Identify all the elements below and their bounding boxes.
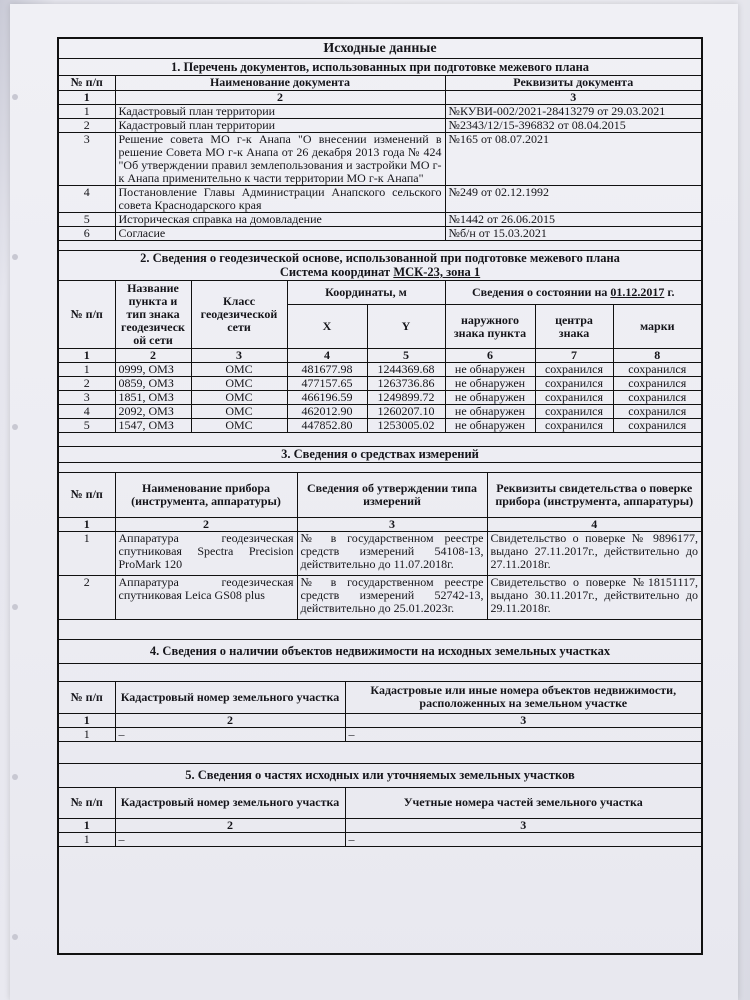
table-row: [59, 405, 701, 419]
device-name: Аппаратура геодезическая спутниковая Spectra Precision ProMark 120: [115, 531, 297, 575]
section-gap: [59, 620, 701, 640]
network-class: ОМС: [191, 377, 287, 391]
document-requisites: №1442 от 26.06.2015: [445, 212, 701, 226]
device-approval: № в государственном реестре средств измерений 54108-13, действительно до 11.07.2018г.: [297, 531, 487, 575]
numbering-cell: 1: [59, 90, 115, 104]
row-number: 2: [59, 575, 115, 619]
table-row: [59, 531, 701, 575]
col-header-doc-name: Наименование документа: [115, 76, 445, 90]
network-class: ОМС: [191, 419, 287, 433]
document-name: Кадастровый план территории: [115, 104, 445, 118]
table-row: [59, 575, 701, 619]
col-header-number: № п/п: [59, 281, 115, 349]
document-requisites: №249 от 02.12.1992: [445, 185, 701, 212]
row-number: 1: [59, 531, 115, 575]
table-row: [59, 212, 701, 226]
document-name: Постановление Главы Администрации Анапского сельского совета Краснодарского края: [115, 185, 445, 212]
col-header-mark: марки: [613, 305, 701, 349]
section5-title: 5. Сведения о частях исходных или уточняемых земельных участков: [59, 764, 701, 788]
coord-y: 1260207.10: [367, 405, 445, 419]
numbering-cell: 3: [445, 90, 701, 104]
coordinate-system-line: [280, 265, 480, 279]
row-number: 2: [59, 377, 115, 391]
col-header-object-numbers: Кадастровые или иные номера объектов недвижимости, расположенных на земельном участке: [345, 682, 701, 714]
numbering-cell: 2: [115, 714, 345, 728]
mark-state: сохранился: [613, 377, 701, 391]
section-gap: [59, 433, 701, 447]
state-suffix: г.: [664, 284, 675, 299]
table-row: [59, 118, 701, 132]
numbering-cell: 1: [59, 818, 115, 832]
col-header-network-class: Класс геодезической сети: [191, 281, 287, 349]
table-row: [59, 185, 701, 212]
parts-table: [59, 788, 701, 847]
section2-title-text: 2. Сведения о геодезической основе, использованной при подготовке межевого плана: [140, 251, 620, 265]
document-requisites: №165 от 08.07.2021: [445, 132, 701, 185]
numbering-cell: 3: [297, 517, 487, 531]
numbering-cell: 5: [367, 349, 445, 363]
document-page: [10, 4, 738, 1000]
table-row: [59, 377, 701, 391]
numbering-cell: 8: [613, 349, 701, 363]
col-header-doc-requisites: Реквизиты документа: [445, 76, 701, 90]
table-row: [59, 728, 701, 742]
row-number: 5: [59, 419, 115, 433]
network-class: ОМС: [191, 405, 287, 419]
numbering-cell: 2: [115, 90, 445, 104]
instruments-table: [59, 473, 701, 620]
outer-sign-state: не обнаружен: [445, 405, 535, 419]
section3-title: 3. Сведения о средствах измерений: [59, 447, 701, 463]
section-gap: [59, 463, 701, 473]
col-header-x: X: [287, 305, 367, 349]
row-number: 3: [59, 132, 115, 185]
object-numbers: –: [345, 728, 701, 742]
state-date: 01.12.2017: [610, 284, 665, 299]
coord-x: 462012.90: [287, 405, 367, 419]
point-name: 2092, ОМЗ: [115, 405, 191, 419]
section1-title: 1. Перечень документов, использованных при подготовке межевого плана: [59, 59, 701, 76]
row-number: 4: [59, 185, 115, 212]
real-estate-table: [59, 682, 701, 743]
center-sign-state: сохранился: [535, 377, 613, 391]
col-header-center-sign: центра знака: [535, 305, 613, 349]
col-header-certificate: Реквизиты свидетельства о поверке прибора (инструмента, аппаратуры): [487, 473, 701, 517]
mark-state: сохранился: [613, 405, 701, 419]
row-number: 6: [59, 226, 115, 240]
coord-y: 1263736.86: [367, 377, 445, 391]
center-sign-state: сохранился: [535, 363, 613, 377]
table-row: [59, 226, 701, 240]
numbering-cell: 6: [445, 349, 535, 363]
numbering-cell: 4: [487, 517, 701, 531]
numbering-cell: 1: [59, 349, 115, 363]
col-header-cadastral-number: Кадастровый номер земельного участка: [115, 788, 345, 818]
outer-sign-state: не обнаружен: [445, 419, 535, 433]
row-number: 5: [59, 212, 115, 226]
col-header-cadastral-number: Кадастровый номер земельного участка: [115, 682, 345, 714]
table-row: [59, 832, 701, 846]
document-requisites: №б/н от 15.03.2021: [445, 226, 701, 240]
row-number: 3: [59, 391, 115, 405]
mark-state: сохранился: [613, 419, 701, 433]
numbering-cell: 2: [115, 818, 345, 832]
row-number: 1: [59, 363, 115, 377]
col-header-coordinates: Координаты, м: [287, 281, 445, 305]
numbering-cell: 2: [115, 349, 191, 363]
numbering-cell: 1: [59, 517, 115, 531]
col-header-device: Наименование прибора (инструмента, аппаратуры): [115, 473, 297, 517]
col-header-number: № п/п: [59, 682, 115, 714]
col-header-y: Y: [367, 305, 445, 349]
coord-x: 466196.59: [287, 391, 367, 405]
numbering-cell: 1: [59, 714, 115, 728]
row-number: 2: [59, 118, 115, 132]
cadastral-number: –: [115, 832, 345, 846]
section4-title: 4. Сведения о наличии объектов недвижимости на исходных земельных участках: [59, 640, 701, 664]
mark-state: сохранился: [613, 391, 701, 405]
col-header-approval: Сведения об утверждении типа измерений: [297, 473, 487, 517]
cadastral-number: –: [115, 728, 345, 742]
numbering-cell: 3: [191, 349, 287, 363]
device-name: Аппаратура геодезическая спутниковая Leica GS08 plus: [115, 575, 297, 619]
coord-y: 1249899.72: [367, 391, 445, 405]
document-requisites: №КУВИ-002/2021-28413279 от 29.03.2021: [445, 104, 701, 118]
geodetic-table: [59, 281, 701, 434]
coord-x: 481677.98: [287, 363, 367, 377]
coord-x: 477157.65: [287, 377, 367, 391]
table-row: [59, 363, 701, 377]
row-number: 1: [59, 728, 115, 742]
table-row: [59, 419, 701, 433]
network-class: ОМС: [191, 391, 287, 405]
mark-state: сохранился: [613, 363, 701, 377]
document-name: Решение совета МО г-к Анапа "О внесении изменений в решение Совета МО г-к Анапа от 26 декабря 2013 года № 424 "Об утверждении правил землепользования и застройки МО г-к Анапа применительно к части территории МО г-к Анапа": [115, 132, 445, 185]
device-certificate: Свидетельство о поверке №18151117, выдано 30.11.2017г., действительно до 29.11.2018г.: [487, 575, 701, 619]
col-header-number: № п/п: [59, 473, 115, 517]
outer-sign-state: не обнаружен: [445, 391, 535, 405]
section-gap: [59, 241, 701, 251]
table-row: [59, 132, 701, 185]
row-number: 4: [59, 405, 115, 419]
coord-x: 447852.80: [287, 419, 367, 433]
section2-title: [59, 251, 701, 281]
col-header-number: № п/п: [59, 76, 115, 90]
numbering-cell: 3: [345, 714, 701, 728]
numbering-cell: 7: [535, 349, 613, 363]
outer-sign-state: не обнаружен: [445, 363, 535, 377]
device-certificate: Свидетельство о поверке № 9896177, выдано 27.11.2017г., действительно до 27.11.2018г.: [487, 531, 701, 575]
center-sign-state: сохранился: [535, 419, 613, 433]
point-name: 1851, ОМЗ: [115, 391, 191, 405]
coord-y: 1244369.68: [367, 363, 445, 377]
table-row: [59, 104, 701, 118]
document-name: Согласие: [115, 226, 445, 240]
point-name: 0859, ОМЗ: [115, 377, 191, 391]
coordinate-system-value: МСК-23, зона 1: [393, 265, 481, 279]
document-requisites: №2343/12/15-396832 от 08.04.2015: [445, 118, 701, 132]
document-name: Историческая справка на домовладение: [115, 212, 445, 226]
section-gap: [59, 664, 701, 682]
device-approval: № в государственном реестре средств измерений 52742-13, действительно до 25.01.2023г.: [297, 575, 487, 619]
state-label: Сведения о состоянии на: [472, 284, 611, 299]
coordinate-system-label: Система координат: [279, 265, 394, 279]
document-name: Кадастровый план территории: [115, 118, 445, 132]
table-row: [59, 391, 701, 405]
documents-table: [59, 76, 701, 241]
center-sign-state: сохранился: [535, 405, 613, 419]
col-header-part-numbers: Учетные номера частей земельного участка: [345, 788, 701, 818]
coord-y: 1253005.02: [367, 419, 445, 433]
point-name: 0999, ОМЗ: [115, 363, 191, 377]
part-numbers: –: [345, 832, 701, 846]
row-number: 1: [59, 832, 115, 846]
page-title: Исходные данные: [59, 39, 701, 59]
center-sign-state: сохранился: [535, 391, 613, 405]
section-gap: [59, 742, 701, 764]
numbering-cell: 3: [345, 818, 701, 832]
col-header-outer-sign: наружного знака пункта: [445, 305, 535, 349]
row-number: 1: [59, 104, 115, 118]
network-class: ОМС: [191, 363, 287, 377]
outer-sign-state: не обнаружен: [445, 377, 535, 391]
form-frame: [57, 37, 703, 955]
numbering-cell: 2: [115, 517, 297, 531]
numbering-cell: 4: [287, 349, 367, 363]
col-header-state: [445, 281, 701, 305]
point-name: 1547, ОМЗ: [115, 419, 191, 433]
col-header-number: № п/п: [59, 788, 115, 818]
col-header-point-name: Название пункта и тип знака геодезическ ой сети: [115, 281, 191, 349]
